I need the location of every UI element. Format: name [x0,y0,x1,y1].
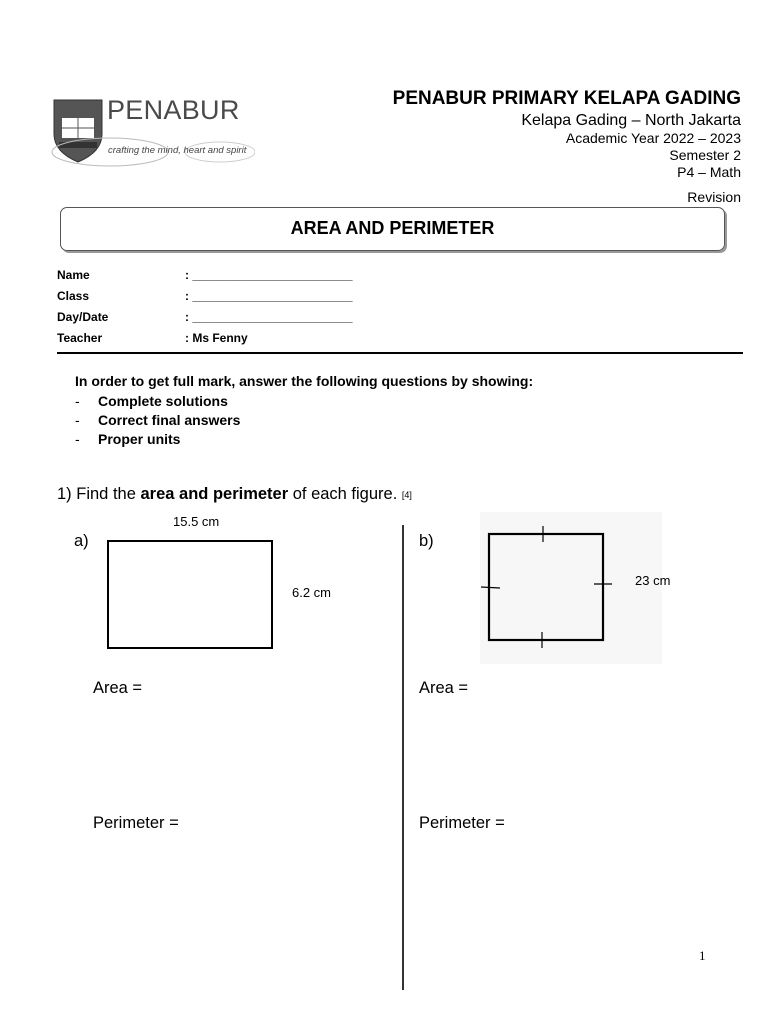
title-box [60,207,725,251]
school-location: Kelapa Gading – North Jakarta [521,112,741,129]
teacher-label: Teacher [57,331,103,345]
instruction-bullet: - Complete solutions [75,393,228,409]
academic-year: Academic Year 2022 – 2023 [565,130,741,146]
date-field[interactable]: : ________________________ [185,310,353,324]
class-field[interactable]: : ________________________ [185,289,353,303]
instruction-text: Complete solutions [98,393,228,409]
page-number: 1 [699,948,706,963]
area-a-answer[interactable]: Area = [93,679,143,697]
square-figure [480,512,662,664]
date-label: Day/Date [57,310,109,324]
instructions-intro: In order to get full mark, answer the following questions by showing: [75,373,534,389]
teacher-value: : Ms Fenny [185,331,248,345]
revision-label: Revision [687,189,741,205]
subject: P4 – Math [677,164,741,180]
square-side-label: 23 cm [635,573,671,588]
logo-text: PENABUR [107,95,240,125]
question-prefix: Find the [76,485,141,503]
instruction-bullet: - Proper units [75,431,181,447]
rectangle-figure [107,540,273,649]
name-field[interactable]: : ________________________ [185,268,353,282]
question-emphasis: area and perimeter [140,485,289,503]
question-1 [57,485,412,504]
question-suffix: of each figure. [288,485,398,503]
question-marks: [4] [401,490,412,500]
instruction-text: Correct final answers [98,412,241,428]
rectangle-height-label: 6.2 cm [292,585,332,600]
question-number: 1) [57,485,72,503]
worksheet-title: AREA AND PERIMETER [290,218,495,238]
class-label: Class [57,289,90,303]
name-label: Name [57,268,90,282]
instruction-bullet: - Correct final answers [75,412,241,428]
semester: Semester 2 [669,147,741,163]
rectangle-width-label: 15.5 cm [173,514,220,529]
instruction-text: Proper units [98,431,181,447]
perimeter-b-answer[interactable]: Perimeter = [419,814,505,832]
header-divider [57,352,743,354]
school-name: PENABUR PRIMARY KELAPA GADING [392,88,741,109]
column-divider [402,525,404,990]
perimeter-a-answer[interactable]: Perimeter = [93,814,179,832]
area-b-answer[interactable]: Area = [419,679,469,697]
logo-tagline: crafting the mind, heart and spirit [108,145,247,156]
part-a-label: a) [74,532,89,550]
part-b-label: b) [419,532,434,550]
